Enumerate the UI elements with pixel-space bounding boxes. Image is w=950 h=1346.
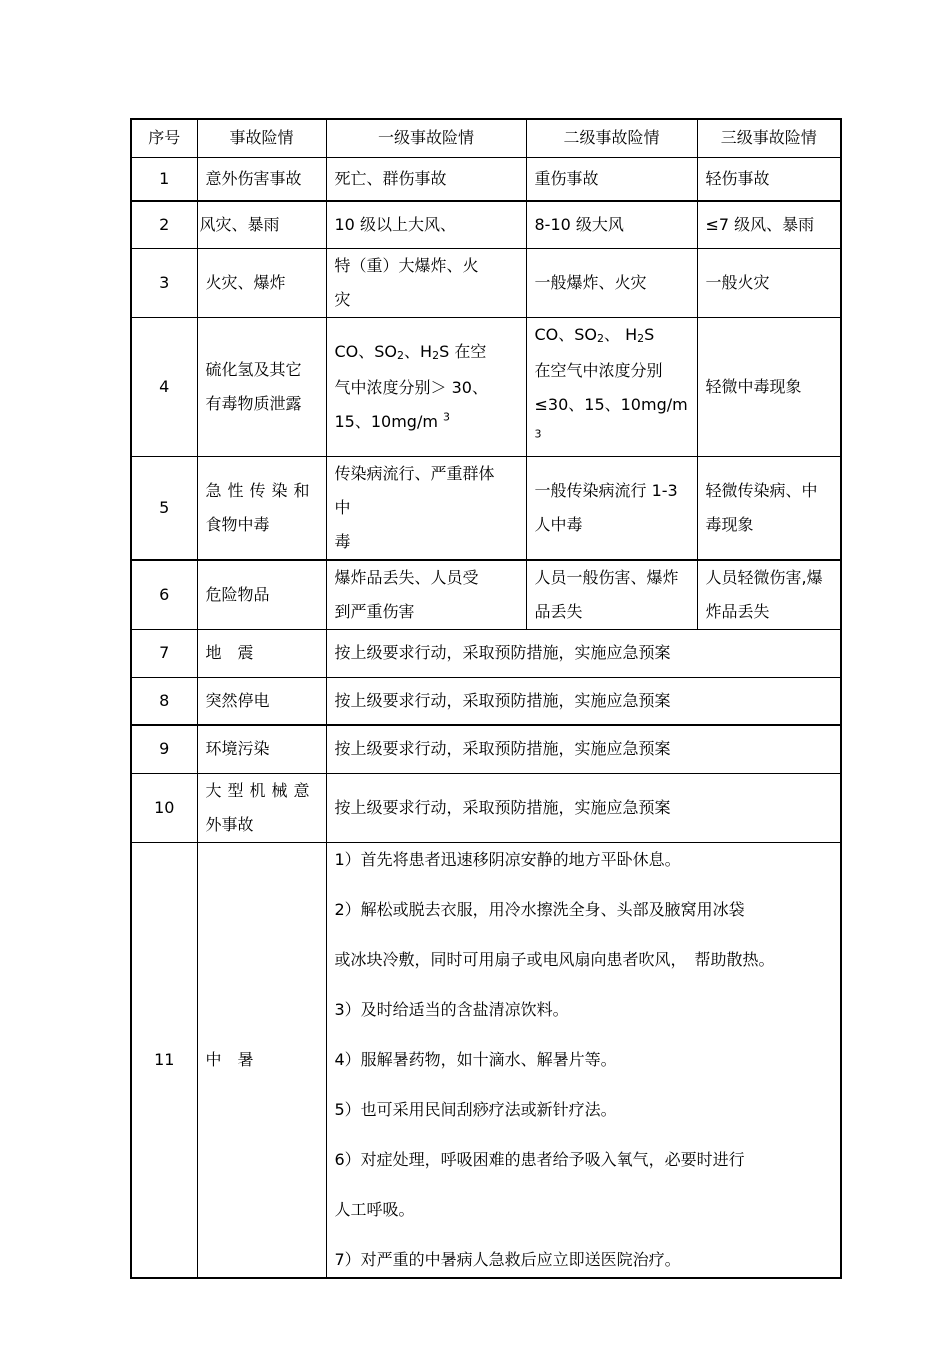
row-type: 中 暑 bbox=[197, 842, 326, 1278]
cell-line: ≤30、15、10mg/m $^3$ bbox=[534, 394, 688, 441]
emergency-table bbox=[130, 118, 842, 1279]
row-no: 2 bbox=[131, 201, 197, 248]
row-level3: ≤7 级风、暴雨 bbox=[697, 201, 841, 248]
cell-line: 人员轻微伤害,爆 bbox=[705, 567, 823, 587]
row-level1 bbox=[326, 456, 526, 560]
row-no: 4 bbox=[131, 317, 197, 456]
step-line: 5）也可采用民间刮痧疗法或新针疗法。 bbox=[334, 1099, 617, 1119]
table-row bbox=[131, 725, 841, 773]
cell-line: 人员一般伤害、爆炸 bbox=[534, 567, 679, 587]
row-no: 9 bbox=[131, 725, 197, 773]
cell-line: 传染病流行、严重群体 bbox=[334, 463, 495, 483]
cell-line: 炸品丢失 bbox=[705, 601, 770, 621]
table-row bbox=[131, 201, 841, 248]
header-cell-level3: 三级事故险情 bbox=[697, 119, 841, 157]
step-line: 6）对症处理，呼吸困难的患者给予吸入氧气，必要时进行 bbox=[334, 1149, 745, 1169]
cell-line: 轻微传染病、中 bbox=[705, 480, 818, 500]
step-line: 4）服解暑药物，如十滴水、解暑片等。 bbox=[334, 1049, 617, 1069]
row-level3 bbox=[697, 560, 841, 630]
row-level1 bbox=[326, 248, 526, 317]
row-merged-action: 按上级要求行动，采取预防措施，实施应急预案 bbox=[326, 725, 841, 773]
row-no: 5 bbox=[131, 456, 197, 560]
table-row bbox=[131, 157, 841, 201]
cell-line: 一般传染病流行 1-3 bbox=[534, 480, 678, 500]
row-level3: 轻微中毒现象 bbox=[697, 317, 841, 456]
cell-line: 特（重）大爆炸、火 bbox=[334, 255, 479, 275]
cell-line: 大型机械意 bbox=[205, 780, 316, 800]
table-row bbox=[131, 842, 841, 1278]
header-cell-type: 事故险情 bbox=[197, 119, 326, 157]
row-level3: 一般火灾 bbox=[697, 248, 841, 317]
table-row bbox=[131, 248, 841, 317]
cell-line: 外事故 bbox=[205, 814, 254, 834]
row-level1 bbox=[326, 560, 526, 630]
cell-line: CO、SO2、H2S 在空 bbox=[334, 341, 487, 362]
row-level2: 一般爆炸、火灾 bbox=[526, 248, 697, 317]
row-level1: 死亡、群伤事故 bbox=[326, 157, 526, 201]
row-type bbox=[197, 773, 326, 842]
cell-line: 毒 bbox=[334, 531, 351, 551]
row-no: 3 bbox=[131, 248, 197, 317]
row-no: 1 bbox=[131, 157, 197, 201]
cell-line: 气中浓度分别＞ 30、 bbox=[334, 377, 488, 397]
header-cell-no: 序号 bbox=[131, 119, 197, 157]
cell-line: 人中毒 bbox=[534, 514, 583, 534]
cell-line: 急性传染和 bbox=[205, 480, 316, 500]
cell-line: 到严重伤害 bbox=[334, 601, 415, 621]
heatstroke-steps bbox=[326, 842, 841, 1278]
row-type bbox=[197, 456, 326, 560]
row-type: 风灾、暴雨 bbox=[197, 201, 326, 248]
table-row bbox=[131, 317, 841, 456]
row-type: 地 震 bbox=[197, 629, 326, 677]
cell-line: 食物中毒 bbox=[205, 514, 270, 534]
cell-line: 毒现象 bbox=[705, 514, 754, 534]
row-level2 bbox=[526, 560, 697, 630]
table-row bbox=[131, 773, 841, 842]
cell-line: CO、SO2、 H2S bbox=[534, 324, 655, 345]
row-level2: 重伤事故 bbox=[526, 157, 697, 201]
row-type: 意外伤害事故 bbox=[197, 157, 326, 201]
row-level2: 8-10 级大风 bbox=[526, 201, 697, 248]
step-line: 3）及时给适当的含盐清凉饮料。 bbox=[334, 999, 569, 1019]
row-type: 突然停电 bbox=[197, 677, 326, 725]
cell-line: 爆炸品丢失、人员受 bbox=[334, 567, 479, 587]
table-row bbox=[131, 560, 841, 630]
row-type: 危险物品 bbox=[197, 560, 326, 630]
row-merged-action: 按上级要求行动，采取预防措施，实施应急预案 bbox=[326, 773, 841, 842]
header-row bbox=[131, 119, 841, 157]
row-level2 bbox=[526, 317, 697, 456]
step-line: 人工呼吸。 bbox=[334, 1199, 415, 1219]
cell-line: 15、10mg/m $^3$ bbox=[334, 410, 451, 431]
row-no: 6 bbox=[131, 560, 197, 630]
cell-line: 中 bbox=[334, 497, 351, 517]
header-cell-level1: 一级事故险情 bbox=[326, 119, 526, 157]
step-line: 2）解松或脱去衣服，用冷水擦洗全身、头部及腋窝用冰袋 bbox=[334, 899, 745, 919]
row-type: 火灾、爆炸 bbox=[197, 248, 326, 317]
row-level1 bbox=[326, 317, 526, 456]
row-level3 bbox=[697, 456, 841, 560]
cell-line: 在空气中浓度分别 bbox=[534, 360, 663, 380]
row-merged-action: 按上级要求行动，采取预防措施，实施应急预案 bbox=[326, 677, 841, 725]
cell-line: 品丢失 bbox=[534, 601, 583, 621]
step-line: 1）首先将患者迅速移阴凉安静的地方平卧休息。 bbox=[334, 849, 681, 869]
step-line: 7）对严重的中暑病人急救后应立即送医院治疗。 bbox=[334, 1249, 681, 1269]
row-no: 11 bbox=[131, 842, 197, 1278]
header-cell-level2: 二级事故险情 bbox=[526, 119, 697, 157]
row-type: 环境污染 bbox=[197, 725, 326, 773]
row-no: 7 bbox=[131, 629, 197, 677]
step-line: 或冰块冷敷，同时可用扇子或电风扇向患者吹风， 帮助散热。 bbox=[334, 949, 775, 969]
table-row bbox=[131, 456, 841, 560]
row-merged-action: 按上级要求行动，采取预防措施，实施应急预案 bbox=[326, 629, 841, 677]
row-no: 10 bbox=[131, 773, 197, 842]
cell-line: 有毒物质泄露 bbox=[205, 393, 302, 413]
row-level3: 轻伤事故 bbox=[697, 157, 841, 201]
row-level2 bbox=[526, 456, 697, 560]
table-row bbox=[131, 629, 841, 677]
row-level1: 10 级以上大风、 bbox=[326, 201, 526, 248]
row-type bbox=[197, 317, 326, 456]
cell-line: 硫化氢及其它 bbox=[205, 359, 302, 379]
table-row bbox=[131, 677, 841, 725]
cell-line: 灾 bbox=[334, 289, 351, 309]
row-no: 8 bbox=[131, 677, 197, 725]
